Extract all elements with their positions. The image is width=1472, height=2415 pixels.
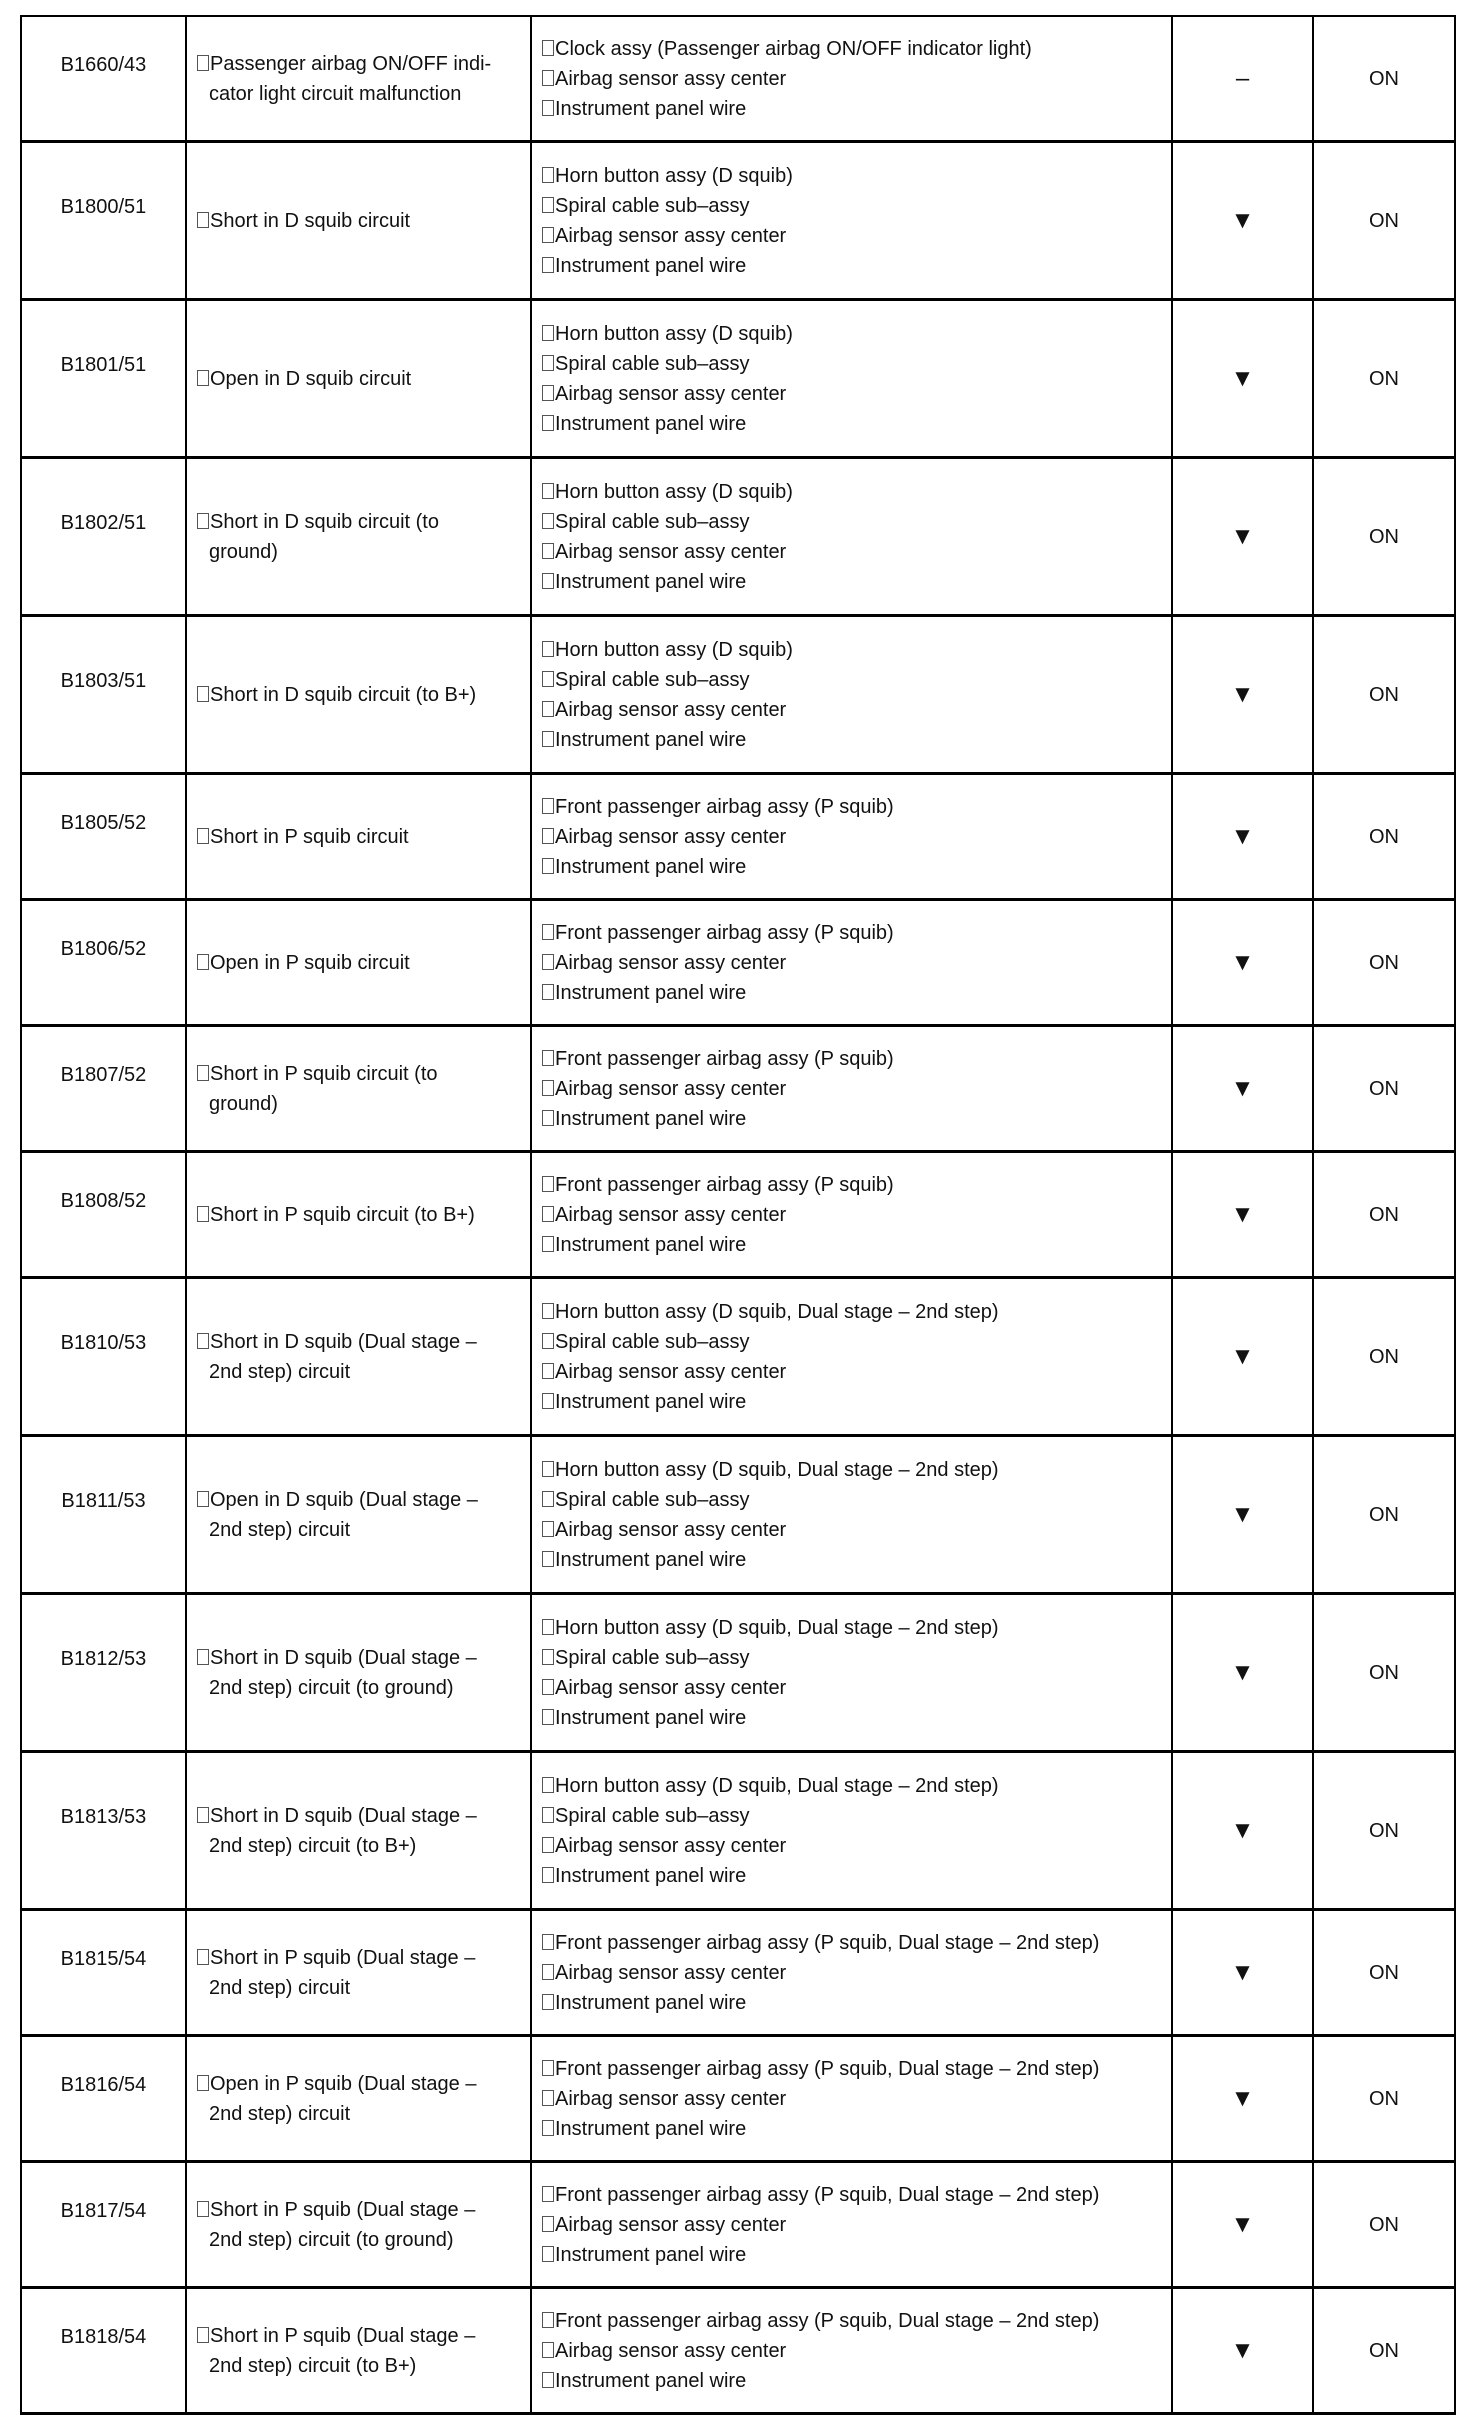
- description-line: Short in D squib circuit (to: [197, 507, 520, 537]
- table-row: [21, 2036, 1455, 2162]
- warning-light-status: ON: [1313, 900, 1455, 1026]
- warning-light-status: ON: [1313, 774, 1455, 900]
- indicator-symbol: ▼: [1172, 2036, 1313, 2162]
- trouble-area-item: Instrument panel wire: [542, 94, 1161, 124]
- description-line: ground): [209, 540, 278, 563]
- trouble-area: [531, 2162, 1172, 2288]
- warning-light-status: ON: [1313, 2288, 1455, 2414]
- description-line: Short in D squib (Dual stage –: [197, 1643, 520, 1673]
- description-line: Short in P squib (Dual stage –: [197, 2321, 520, 2351]
- trouble-area-item: Spiral cable sub–assy: [542, 191, 1161, 221]
- dtc-code: B1801/51: [21, 300, 186, 458]
- warning-light-status: ON: [1313, 1436, 1455, 1594]
- description-line: Open in D squib (Dual stage –: [197, 1485, 520, 1515]
- description-line: 2nd step) circuit: [209, 1976, 351, 1999]
- description-line: Short in D squib circuit: [197, 206, 520, 236]
- trouble-area-item: Spiral cable sub–assy: [542, 665, 1161, 695]
- trouble-area: [531, 16, 1172, 142]
- malfunction-description: [186, 1752, 531, 1910]
- malfunction-description: [186, 1152, 531, 1278]
- table-row: [21, 458, 1455, 616]
- table-row: [21, 774, 1455, 900]
- trouble-area-item: Front passenger airbag assy (P squib): [542, 1044, 1161, 1074]
- trouble-area-item: Front passenger airbag assy (P squib): [542, 1170, 1161, 1200]
- trouble-area: [531, 300, 1172, 458]
- table-row: [21, 2288, 1455, 2414]
- warning-light-status: ON: [1313, 142, 1455, 300]
- warning-light-status: ON: [1313, 616, 1455, 774]
- dtc-code: B1816/54: [21, 2036, 186, 2162]
- table-row: [21, 1152, 1455, 1278]
- trouble-area-item: Horn button assy (D squib, Dual stage – 2nd step): [542, 1771, 1161, 1801]
- malfunction-description: [186, 1026, 531, 1152]
- trouble-area: [531, 2288, 1172, 2414]
- trouble-area: [531, 1752, 1172, 1910]
- description-line: 2nd step) circuit: [209, 2102, 351, 2125]
- trouble-area-item: Instrument panel wire: [542, 1230, 1161, 1260]
- trouble-area-item: Front passenger airbag assy (P squib): [542, 918, 1161, 948]
- trouble-area-item: Airbag sensor assy center: [542, 1515, 1161, 1545]
- dtc-code: B1806/52: [21, 900, 186, 1026]
- description-line: Short in P squib circuit (to: [197, 1059, 520, 1089]
- malfunction-description: [186, 1436, 531, 1594]
- description-line: Passenger airbag ON/OFF indi-: [197, 49, 520, 79]
- trouble-area-item: Instrument panel wire: [542, 1387, 1161, 1417]
- trouble-area-item: Instrument panel wire: [542, 852, 1161, 882]
- dtc-code: B1817/54: [21, 2162, 186, 2288]
- trouble-area-item: Airbag sensor assy center: [542, 537, 1161, 567]
- indicator-symbol: ▼: [1172, 900, 1313, 1026]
- trouble-area-item: Airbag sensor assy center: [542, 2336, 1161, 2366]
- table-row: [21, 300, 1455, 458]
- dtc-code: B1808/52: [21, 1152, 186, 1278]
- warning-light-status: ON: [1313, 2162, 1455, 2288]
- indicator-symbol: ▼: [1172, 774, 1313, 900]
- malfunction-description: [186, 616, 531, 774]
- trouble-area: [531, 1594, 1172, 1752]
- trouble-area-item: Airbag sensor assy center: [542, 948, 1161, 978]
- trouble-area: [531, 1152, 1172, 1278]
- trouble-area-item: Airbag sensor assy center: [542, 379, 1161, 409]
- trouble-area: [531, 1910, 1172, 2036]
- warning-light-status: ON: [1313, 1026, 1455, 1152]
- indicator-symbol: ▼: [1172, 1278, 1313, 1436]
- trouble-area-item: Airbag sensor assy center: [542, 1673, 1161, 1703]
- indicator-symbol: ▼: [1172, 1910, 1313, 2036]
- trouble-area-item: Horn button assy (D squib): [542, 477, 1161, 507]
- dtc-code: B1813/53: [21, 1752, 186, 1910]
- dtc-code: B1660/43: [21, 16, 186, 142]
- description-line: Short in P squib (Dual stage –: [197, 2195, 520, 2225]
- trouble-area-item: Airbag sensor assy center: [542, 695, 1161, 725]
- trouble-area-item: Horn button assy (D squib): [542, 161, 1161, 191]
- indicator-symbol: ▼: [1172, 458, 1313, 616]
- description-line: 2nd step) circuit (to B+): [209, 1834, 417, 1857]
- indicator-symbol: ▼: [1172, 1436, 1313, 1594]
- trouble-area: [531, 1436, 1172, 1594]
- trouble-area-item: Instrument panel wire: [542, 409, 1161, 439]
- warning-light-status: ON: [1313, 458, 1455, 616]
- description-line: Open in P squib (Dual stage –: [197, 2069, 520, 2099]
- trouble-area-item: Airbag sensor assy center: [542, 1831, 1161, 1861]
- table-row: [21, 2162, 1455, 2288]
- description-line: 2nd step) circuit: [209, 1360, 351, 1383]
- malfunction-description: [186, 1278, 531, 1436]
- table-row: [21, 1594, 1455, 1752]
- warning-light-status: ON: [1313, 1152, 1455, 1278]
- indicator-symbol: ▼: [1172, 2162, 1313, 2288]
- warning-light-status: ON: [1313, 300, 1455, 458]
- malfunction-description: [186, 1594, 531, 1752]
- trouble-area-item: Spiral cable sub–assy: [542, 507, 1161, 537]
- description-line: Short in P squib circuit: [197, 822, 520, 852]
- indicator-symbol: ▼: [1172, 1026, 1313, 1152]
- trouble-area-item: Instrument panel wire: [542, 2114, 1161, 2144]
- trouble-area-item: Instrument panel wire: [542, 1988, 1161, 2018]
- warning-light-status: ON: [1313, 16, 1455, 142]
- dtc-code: B1812/53: [21, 1594, 186, 1752]
- trouble-area: [531, 1026, 1172, 1152]
- dtc-code: B1815/54: [21, 1910, 186, 2036]
- trouble-area-item: Spiral cable sub–assy: [542, 1643, 1161, 1673]
- trouble-area-item: Clock assy (Passenger airbag ON/OFF indicator light): [542, 34, 1161, 64]
- trouble-area-item: Spiral cable sub–assy: [542, 1327, 1161, 1357]
- trouble-area-item: Instrument panel wire: [542, 2240, 1161, 2270]
- malfunction-description: [186, 300, 531, 458]
- malfunction-description: [186, 142, 531, 300]
- trouble-area-item: Spiral cable sub–assy: [542, 349, 1161, 379]
- warning-light-status: ON: [1313, 1752, 1455, 1910]
- warning-light-status: ON: [1313, 1278, 1455, 1436]
- malfunction-description: [186, 458, 531, 616]
- dtc-code: B1800/51: [21, 142, 186, 300]
- trouble-area: [531, 1278, 1172, 1436]
- trouble-area-item: Instrument panel wire: [542, 1104, 1161, 1134]
- dtc-code: B1807/52: [21, 1026, 186, 1152]
- indicator-symbol: ▼: [1172, 1152, 1313, 1278]
- trouble-area-item: Horn button assy (D squib): [542, 635, 1161, 665]
- table-row: [21, 900, 1455, 1026]
- trouble-area-item: Instrument panel wire: [542, 978, 1161, 1008]
- trouble-area-item: Instrument panel wire: [542, 1861, 1161, 1891]
- trouble-area: [531, 774, 1172, 900]
- trouble-area-item: Instrument panel wire: [542, 725, 1161, 755]
- dtc-table: [20, 15, 1456, 2415]
- table-row: [21, 142, 1455, 300]
- trouble-area-item: Front passenger airbag assy (P squib, Dual stage – 2nd step): [542, 2306, 1161, 2336]
- trouble-area-item: Spiral cable sub–assy: [542, 1485, 1161, 1515]
- trouble-area: [531, 616, 1172, 774]
- dtc-code: B1818/54: [21, 2288, 186, 2414]
- malfunction-description: [186, 900, 531, 1026]
- indicator-symbol: ▼: [1172, 2288, 1313, 2414]
- trouble-area-item: Instrument panel wire: [542, 1545, 1161, 1575]
- indicator-symbol: ▼: [1172, 1594, 1313, 1752]
- table-row: [21, 1910, 1455, 2036]
- description-line: Short in D squib (Dual stage –: [197, 1801, 520, 1831]
- trouble-area-item: Airbag sensor assy center: [542, 1200, 1161, 1230]
- trouble-area-item: Airbag sensor assy center: [542, 64, 1161, 94]
- trouble-area-item: Horn button assy (D squib, Dual stage – 2nd step): [542, 1297, 1161, 1327]
- trouble-area-item: Airbag sensor assy center: [542, 2210, 1161, 2240]
- dtc-table-body: [21, 16, 1455, 2414]
- trouble-area: [531, 458, 1172, 616]
- trouble-area-item: Horn button assy (D squib, Dual stage – 2nd step): [542, 1613, 1161, 1643]
- description-line: Short in P squib (Dual stage –: [197, 1943, 520, 1973]
- description-line: ground): [209, 1092, 278, 1115]
- trouble-area-item: Front passenger airbag assy (P squib): [542, 792, 1161, 822]
- indicator-symbol: –: [1172, 16, 1313, 142]
- trouble-area-item: Front passenger airbag assy (P squib, Dual stage – 2nd step): [542, 2054, 1161, 2084]
- indicator-symbol: ▼: [1172, 616, 1313, 774]
- trouble-area: [531, 900, 1172, 1026]
- trouble-area-item: Airbag sensor assy center: [542, 221, 1161, 251]
- trouble-area-item: Front passenger airbag assy (P squib, Dual stage – 2nd step): [542, 2180, 1161, 2210]
- warning-light-status: ON: [1313, 1910, 1455, 2036]
- dtc-code: B1805/52: [21, 774, 186, 900]
- malfunction-description: [186, 2162, 531, 2288]
- indicator-symbol: ▼: [1172, 300, 1313, 458]
- trouble-area: [531, 142, 1172, 300]
- description-line: 2nd step) circuit: [209, 1518, 351, 1541]
- malfunction-description: [186, 2288, 531, 2414]
- trouble-area-item: Airbag sensor assy center: [542, 822, 1161, 852]
- table-row: [21, 616, 1455, 774]
- description-line: 2nd step) circuit (to ground): [209, 1676, 454, 1699]
- malfunction-description: [186, 1910, 531, 2036]
- malfunction-description: [186, 774, 531, 900]
- trouble-area-item: Airbag sensor assy center: [542, 1958, 1161, 1988]
- table-row: [21, 1436, 1455, 1594]
- warning-light-status: ON: [1313, 1594, 1455, 1752]
- malfunction-description: [186, 16, 531, 142]
- trouble-area-item: Horn button assy (D squib, Dual stage – 2nd step): [542, 1455, 1161, 1485]
- dtc-code: B1802/51: [21, 458, 186, 616]
- indicator-symbol: ▼: [1172, 142, 1313, 300]
- table-row: [21, 1026, 1455, 1152]
- trouble-area-item: Horn button assy (D squib): [542, 319, 1161, 349]
- trouble-area: [531, 2036, 1172, 2162]
- warning-light-status: ON: [1313, 2036, 1455, 2162]
- description-line: Open in D squib circuit: [197, 364, 520, 394]
- trouble-area-item: Instrument panel wire: [542, 2366, 1161, 2396]
- description-line: Open in P squib circuit: [197, 948, 520, 978]
- malfunction-description: [186, 2036, 531, 2162]
- description-line: 2nd step) circuit (to ground): [209, 2228, 454, 2251]
- indicator-symbol: ▼: [1172, 1752, 1313, 1910]
- description-line: cator light circuit malfunction: [209, 82, 462, 105]
- trouble-area-item: Airbag sensor assy center: [542, 1074, 1161, 1104]
- table-row: [21, 1278, 1455, 1436]
- trouble-area-item: Instrument panel wire: [542, 567, 1161, 597]
- trouble-area-item: Instrument panel wire: [542, 1703, 1161, 1733]
- trouble-area-item: Airbag sensor assy center: [542, 2084, 1161, 2114]
- table-row: [21, 16, 1455, 142]
- description-line: Short in D squib (Dual stage –: [197, 1327, 520, 1357]
- trouble-area-item: Front passenger airbag assy (P squib, Dual stage – 2nd step): [542, 1928, 1161, 1958]
- description-line: Short in D squib circuit (to B+): [197, 680, 520, 710]
- description-line: Short in P squib circuit (to B+): [197, 1200, 520, 1230]
- dtc-code: B1811/53: [21, 1436, 186, 1594]
- dtc-code: B1803/51: [21, 616, 186, 774]
- description-line: 2nd step) circuit (to B+): [209, 2354, 417, 2377]
- table-row: [21, 1752, 1455, 1910]
- trouble-area-item: Instrument panel wire: [542, 251, 1161, 281]
- trouble-area-item: Airbag sensor assy center: [542, 1357, 1161, 1387]
- dtc-code: B1810/53: [21, 1278, 186, 1436]
- trouble-area-item: Spiral cable sub–assy: [542, 1801, 1161, 1831]
